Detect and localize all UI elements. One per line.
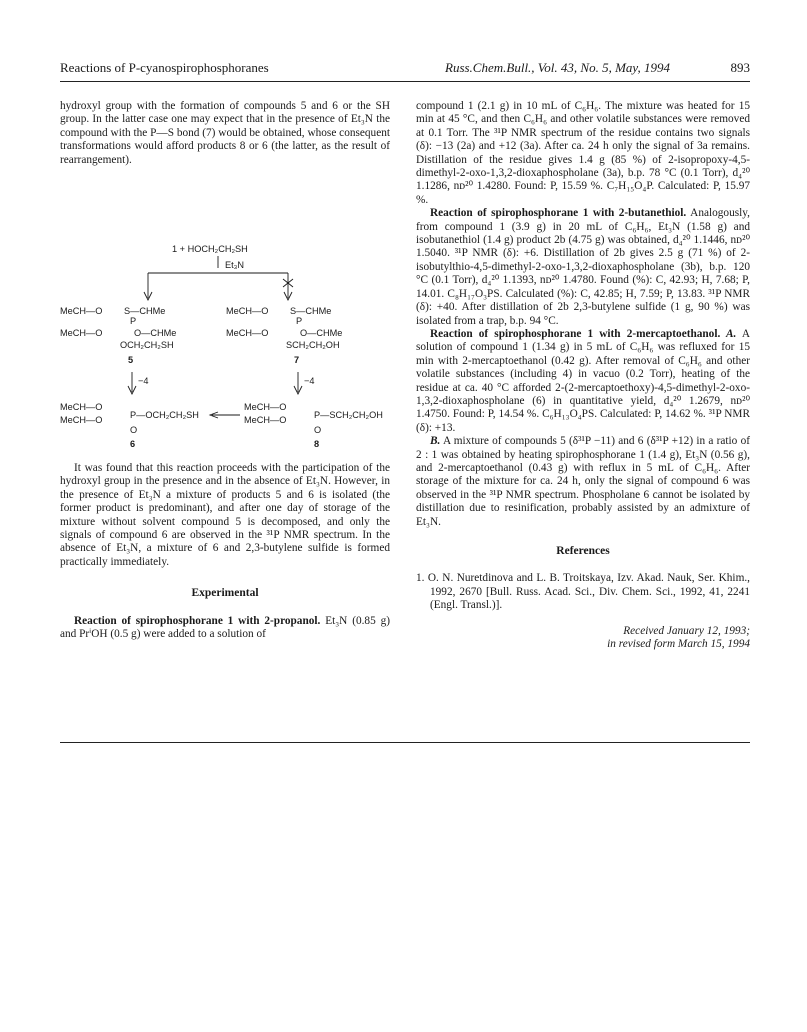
footer-rule (60, 742, 750, 743)
header-rule (60, 81, 750, 82)
c7-label: 7 (294, 355, 300, 365)
right-column (416, 100, 750, 651)
c6-substituent: P—OCH₂CH₂SH (130, 410, 199, 420)
c8-ring-top: MeCH—O (244, 402, 287, 412)
c5-ring-top: MeCH—O (60, 306, 103, 316)
c8-oxo: O (314, 425, 322, 435)
journal-citation: Russ.Chem.Bull., Vol. 43, No. 5, May, 1994 (445, 60, 670, 75)
paragraph-intro: hydroxyl group with the formation of compounds 5 and 6 or the SH group. In the latter case one may expect that in the presence of Et₃N the compound with the P—S bond (7) would be obtained, whose consequent transformations would afford products 8 or 6 (the latter, as the result of rearrangement). (60, 100, 390, 166)
c8-label: 8 (314, 439, 320, 449)
exp2-text: Analogously, from compound 1 (3.9 g) in 20 mL of C₆H₆, Et₃N (1.58 g) and isobutanethiol (1.4 g) product 2b (4.75 g) was obtained, d₄²⁰ 1.1446, nᴅ²⁰ 1.5040. ³¹P NMR (δ): +6. Distillation of 2b gives 2.5 g (71 %) of 2-isobutylthio-4,5-dimethyl-2-oxo-1,3,2-dioxaphospholane (3b), b.p. 120 °C (0.1 Torr), d₄²⁰ 1.1393, nᴅ²⁰ 1.4780. Found (%): C, 42.93; H, 7.68; P, 14.01. C₈H₁₇O₃PS. Calculated (%): C, 42.85; H, 7.59; P, 13.83. ³¹P NMR (δ): +40. After distillation of 2b 2,3-butylene sulfide (1 g, 90 %) was isolated from a trap, b.p. 94 °C. (416, 207, 750, 327)
paragraph-exp1 (60, 615, 390, 642)
c8-substituent: P—SCH₂CH₂OH (314, 410, 383, 420)
c5-substituent: OCH₂CH₂SH (120, 340, 174, 350)
scheme-reactants: 1 + HOCH₂CH₂SH (172, 244, 248, 254)
paragraph-exp2 (416, 207, 750, 328)
left-column-bottom (60, 462, 390, 641)
c5-label: 5 (128, 355, 134, 365)
references-heading: References (556, 545, 610, 557)
paragraph-exp3b (416, 435, 750, 529)
c5-ring-bottom: MeCH—O (60, 328, 103, 338)
received-date: Received January 12, 1993; (623, 624, 750, 637)
exp3b-text: A mixture of compounds 5 (δ³¹P −11) and 6 (δ³¹P +12) in a ratio of 2 : 1 was obtained by heating spirophosphorane 1 (1.4 g), Et₃N (0.56 g), and 2-mercaptoethanol (0.43 g) with reflux in 5 mL of C₆H₆. After storage of the mixture for ca. 24 h, only the signal of compound 6 was observed in the ³¹P NMR spectrum. Phospholane 6 cannot be isolated by distillation due to resinification, probably assisted by an admixture of Et₃N. (416, 435, 750, 528)
reference-1: 1. O. N. Nuretdinova and L. B. Troitskaya, Izv. Akad. Nauk, Ser. Khim., 1992, 2670 [Bull. Russ. Acad. Sci., Div. Chem. Sci., 1992, 41, 2241 (Engl. Transl.)]. (416, 572, 750, 612)
paragraph-findings: It was found that this reaction proceeds with the participation of the hydroxyl group in the presence and in the absence of Et₃N. However, in the presence of Et₃N a mixture of products 5 and 6 is isolated (the former product is predominant), and after one day of storage of the mixture without solvent compound 5 is decomposed, and only the signals of compound 6 are observed in the ³¹P NMR spectrum. In the absence of Et₃N, a mixture of 6 and 2,3-butylene sulfide is formed practically immediately. (60, 462, 390, 568)
exp3-title: Reaction of spirophosphorane 1 with 2-mercaptoethanol. (430, 327, 721, 340)
scheme-base: Et₃N (225, 260, 245, 270)
c5-s-group: S—CHMe (124, 306, 166, 316)
c8-ring-bottom: MeCH—O (244, 415, 287, 425)
c7-s-group: S—CHMe (290, 306, 332, 316)
running-title: Reactions of P-cyanospirophosphoranes (60, 60, 269, 75)
exp3-method-b: B. (430, 435, 441, 448)
running-header (60, 60, 750, 78)
arrow-5-label: −4 (138, 376, 149, 386)
c7-phosphorus: P (296, 316, 303, 326)
c7-substituent: SCH₂CH₂OH (286, 340, 340, 350)
exp1-text: Et₃N (0.85 g) and PrⁱOH (0.5 g) were added to a solution of (60, 614, 390, 641)
page-number: 893 (730, 60, 750, 75)
left-column-top (60, 100, 390, 167)
c7-o-group: O—CHMe (300, 328, 343, 338)
c5-phosphorus: P (130, 316, 137, 326)
exp2-title: Reaction of spirophosphorane 1 with 2-butanethiol. (430, 207, 687, 220)
experimental-heading: Experimental (191, 587, 259, 600)
c6-oxo: O (130, 425, 138, 435)
c6-label: 6 (130, 439, 136, 449)
revised-date: in revised form March 15, 1994 (607, 638, 750, 651)
paragraph-exp1-cont: compound 1 (2.1 g) in 10 mL of C₆H₆. The mixture was heated for 15 min at 45 °C, and then C₆H₆ and other volatile substances were removed at 0.1 Torr. The ³¹P NMR spectrum of the residue contains two signals (δ): −13 (2a) and +12 (3a). After ca. 24 h only the signal of 3a remains. Distillation of the residue gives 1.4 g (85 %) of 2-isopropoxy-4,5-dimethyl-2-oxo-1,3,2-dioxaphospholane (3a), b.p. 78 °C (0.1 Torr), d₄²⁰ 1.1286, nᴅ²⁰ 1.4280. Found: P, 15.59 %. C₇H₁₅O₄P. Calculated: P, 15.97 %. (416, 100, 750, 206)
exp1-title: Reaction of spirophosphorane 1 with 2-propanol. (74, 614, 321, 627)
c6-ring-top: MeCH—O (60, 402, 103, 412)
arrow-7-label: −4 (304, 376, 315, 386)
reaction-scheme (60, 240, 390, 450)
c6-ring-bottom: MeCH—O (60, 415, 103, 425)
exp3-text: A solution of compound 1 (1.34 g) in 5 mL of C₆H₆ was refluxed for 15 min with 2-mercaptoethanol (0.42 g). After removal of C₆H₆ and other volatile substances (including 4) in vacuo (0.2 Torr), heating of the residue at ca. 40 °C afforded 2-(2-mercaptoethoxy)-4,5-dimethyl-2-oxo-1,3,2-dioxaphospholane (6) in quantitative yield, d₄²⁰ 1.2679, nᴅ²⁰ 1.4750. Found: P, 14.54 %. C₆H₁₃O₄PS. Calculated: P, 14.62 %. ³¹P NMR (δ): +13. (416, 327, 751, 434)
c7-ring-top: MeCH—O (226, 306, 269, 316)
c7-ring-bottom: MeCH—O (226, 328, 269, 338)
c5-o-group: O—CHMe (134, 328, 177, 338)
paragraph-exp3 (416, 328, 750, 435)
exp3-method-a: A. (720, 327, 737, 340)
